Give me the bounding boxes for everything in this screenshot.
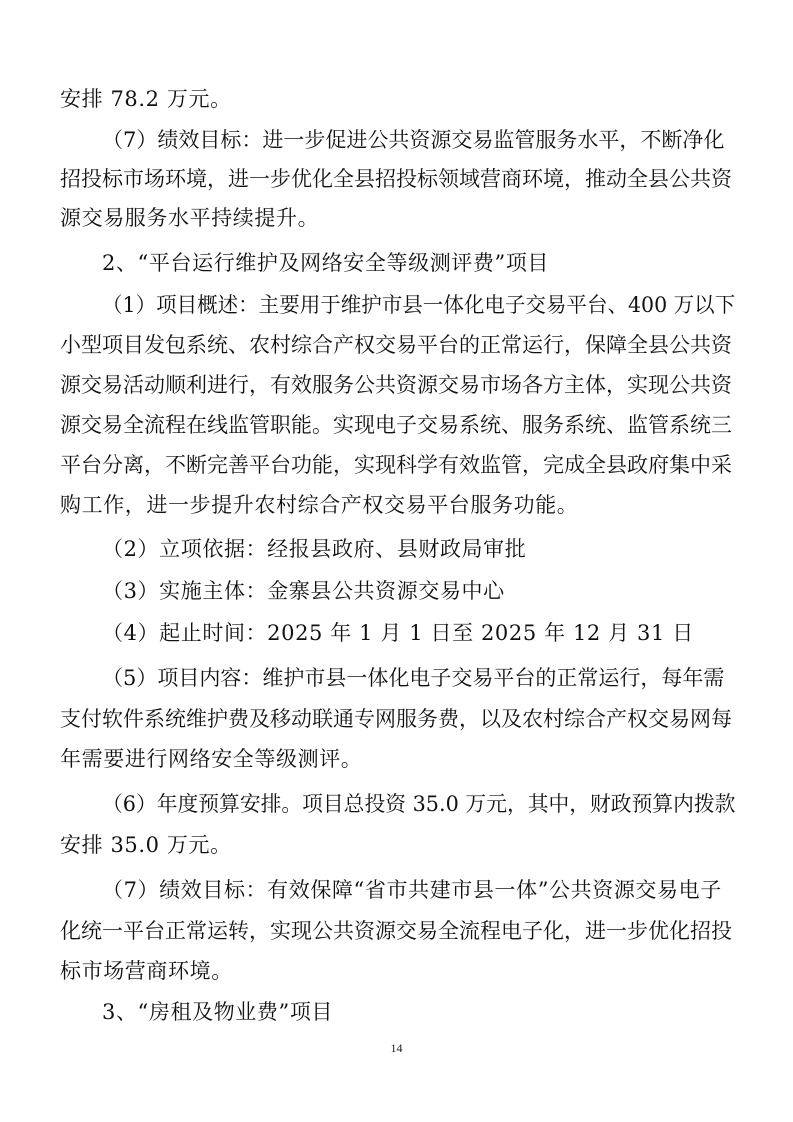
text-line: （7）绩效目标：进一步促进公共资源交易监管服务水平，不断净化 — [102, 128, 725, 152]
section-heading: 2、“平台运行维护及网络安全等级测评费”项目 — [102, 251, 550, 275]
text-line: （5）项目内容：维护市县一体化电子交易平台的正常运行，每年需 — [102, 666, 725, 690]
text-line: （7）绩效目标：有效保障“省市共建市县一体”公共资源交易电子 — [102, 878, 722, 902]
text-line: （6）年度预算安排。项目总投资 35.0 万元，其中，财政预算内拨款 — [102, 792, 736, 816]
text-line: 源交易全流程在线监管职能。实现电子交易系统、服务系统、监管系统三 — [60, 413, 732, 437]
text-line: 安排 78.2 万元。 — [60, 87, 232, 111]
text-line: 安排 35.0 万元。 — [60, 833, 232, 857]
text-line: 招投标市场环境，进一步优化全县招投标领域营商环境，推动全县公共资 — [60, 167, 732, 191]
text-line: 化统一平台正常运转，实现公共资源交易全流程电子化，进一步优化招投 — [60, 919, 732, 943]
section-heading: 3、“房租及物业费”项目 — [102, 1000, 334, 1024]
text-line: 购工作，进一步提升农村综合产权交易平台服务功能。 — [60, 493, 579, 517]
text-line: 源交易服务水平持续提升。 — [60, 206, 320, 230]
text-line: （2）立项依据：经报县政府、县财政局审批 — [102, 537, 527, 561]
text-line: 标市场营商环境。 — [60, 959, 233, 983]
text-line: 源交易活动顺利进行，有效服务公共资源交易市场各方主体，实现公共资 — [60, 373, 732, 397]
text-line: （3）实施主体：金寨县公共资源交易中心 — [102, 579, 505, 603]
text-line: 小型项目发包系统、农村综合产权交易平台的正常运行，保障全县公共资 — [60, 333, 732, 357]
page-number: 14 — [390, 1041, 403, 1055]
text-line: 支付软件系统维护费及移动联通专网服务费，以及农村综合产权交易网每 — [60, 707, 732, 731]
text-line: 平台分离，不断完善平台功能，实现科学有效监管，完成全县政府集中采 — [60, 453, 732, 477]
text-line: （1）项目概述：主要用于维护市县一体化电子交易平台、400 万以下 — [102, 293, 736, 317]
text-line: 年需要进行网络安全等级测评。 — [60, 747, 363, 771]
text-line: （4）起止时间：2025 年 1 月 1 日至 2025 年 12 月 31 日 — [102, 621, 694, 645]
